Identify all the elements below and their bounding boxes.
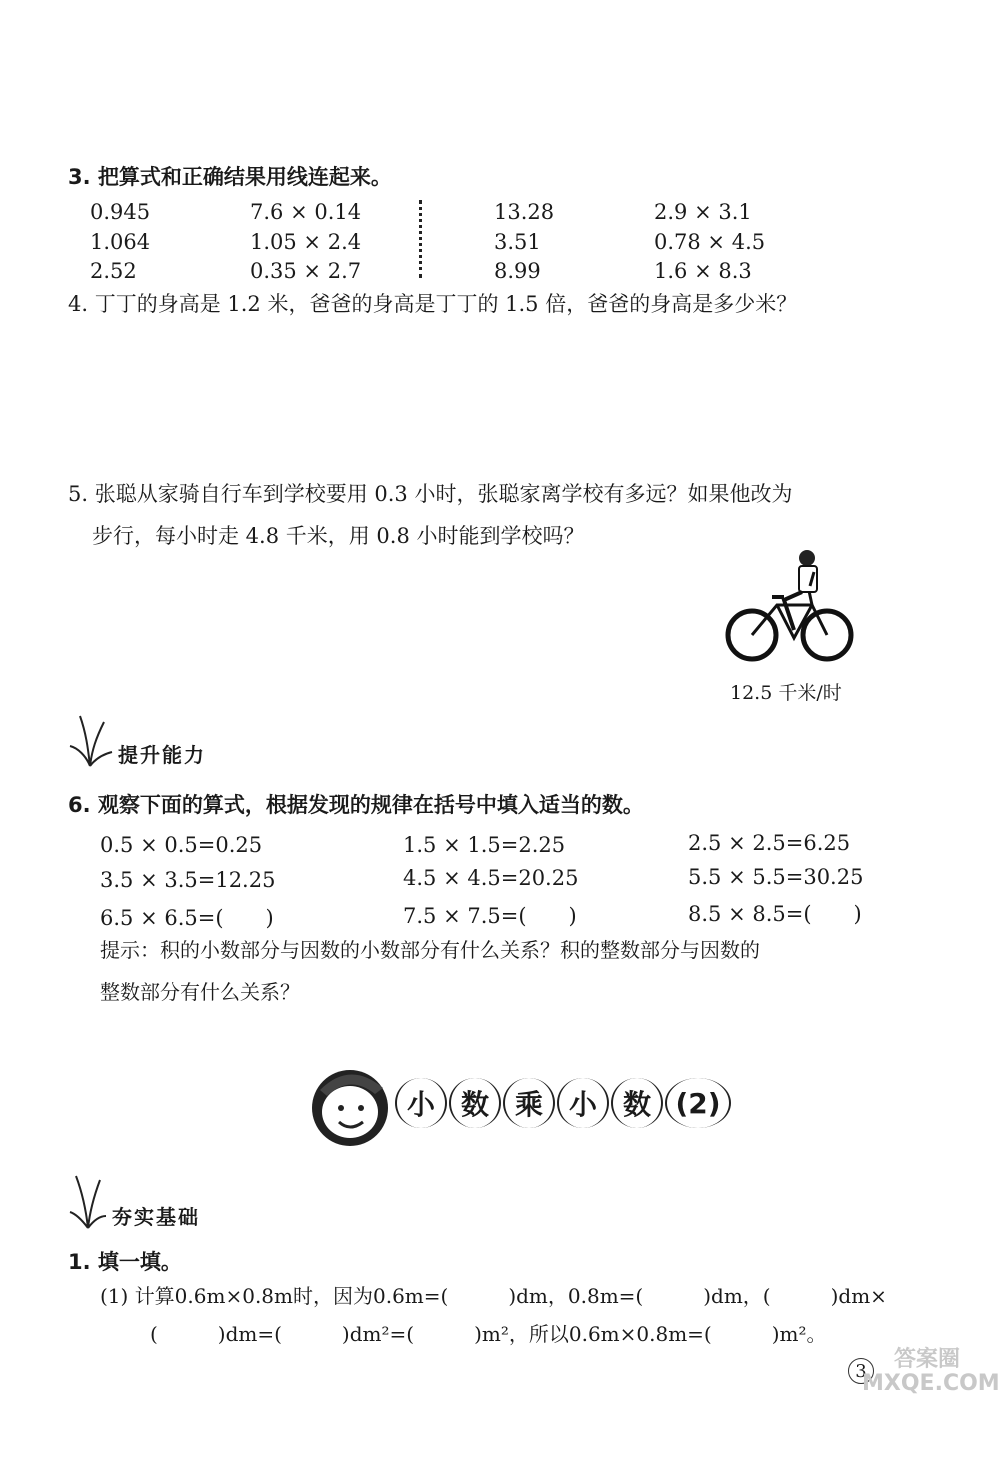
q3-left-result-3: 2.52 [90,259,137,283]
q6-title: 6. 观察下面的算式，根据发现的规律在括号中填入适当的数。 [68,793,644,817]
lesson-title-banner [305,1060,721,1150]
q3-right-expr-2: 0.78 × 4.5 [654,230,766,254]
q3-right-result-3: 8.99 [494,259,541,283]
q6-r1c2: 1.5 × 1.5=2.25 [403,833,566,857]
speed-caption: 12.5 千米/时 [730,682,842,704]
q6-r3c3: 8.5 × 8.5=( ) [688,902,862,926]
lesson-title-char-5: 数 [611,1078,663,1128]
q1-title: 1. 填一填。 [68,1250,182,1274]
q3-left-expr-1: 7.6 × 0.14 [250,200,362,224]
lesson-title-char-2: 数 [449,1078,501,1128]
q5-line1: 5. 张聪从家骑自行车到学校要用 0.3 小时，张聪家离学校有多远？如果他改为 [68,482,793,506]
section-basic-header [68,1170,200,1230]
lesson-title-char-4: 小 [557,1078,609,1128]
q6-r1c1: 0.5 × 0.5=0.25 [100,833,263,857]
q3-right-expr-3: 1.6 × 8.3 [654,259,752,283]
q3-left-result-1: 0.945 [90,200,151,224]
q6-r1c3: 2.5 × 2.5=6.25 [688,831,851,855]
q6-r3c2: 7.5 × 7.5=( ) [403,904,577,928]
q6-hint-line2: 整数部分有什么关系？ [100,980,300,1004]
section-improve-header [68,708,206,768]
q5-line2: 步行，每小时走 4.8 千米，用 0.8 小时能到学校吗？ [92,524,585,548]
q6-r3c1: 6.5 × 6.5=( ) [100,906,274,930]
lesson-title-char-6: (2) [665,1078,731,1128]
grass-icon [68,708,114,768]
q6-r2c1: 3.5 × 3.5=12.25 [100,868,276,892]
q3-left-result-2: 1.064 [90,230,151,254]
q3-left-expr-2: 1.05 × 2.4 [250,230,362,254]
q3-right-result-2: 3.51 [494,230,541,254]
q1-line2: ( )dm=( )dm²=( )m²，所以0.6m×0.8m=( )m²。 [150,1322,827,1346]
section-basic-label: 夯实基础 [112,1205,200,1229]
q3-right-expr-1: 2.9 × 3.1 [654,200,752,224]
q3-divider [419,200,422,278]
section-improve-label: 提升能力 [118,743,206,767]
grass-icon [68,1170,108,1230]
q6-hint-line1: 提示：积的小数部分与因数的小数部分有什么关系？积的整数部分与因数的 [100,938,760,962]
q3-right-result-1: 13.28 [494,200,555,224]
q3-left-expr-3: 0.35 × 2.7 [250,259,362,283]
q6-r2c2: 4.5 × 4.5=20.25 [403,866,579,890]
watermark: 答案圈 MXQE.COM [862,1347,1000,1397]
q3-title: 3. 把算式和正确结果用线连起来。 [68,165,392,189]
lesson-title [395,1078,731,1128]
q4-text: 4. 丁丁的身高是 1.2 米，爸爸的身高是丁丁的 1.5 倍，爸爸的身高是多少米？ [68,292,798,316]
bicycle-rider-illustration [722,550,862,665]
lesson-title-char-1: 小 [395,1078,447,1128]
q1-line1: (1) 计算0.6m×0.8m时，因为0.6m=( )dm，0.8m=( )dm，( )dm× [100,1284,887,1308]
q6-r2c3: 5.5 × 5.5=30.25 [688,865,864,889]
mascot-icon [305,1060,400,1150]
page-number: 3 [848,1358,874,1384]
lesson-title-char-3: 乘 [503,1078,555,1128]
